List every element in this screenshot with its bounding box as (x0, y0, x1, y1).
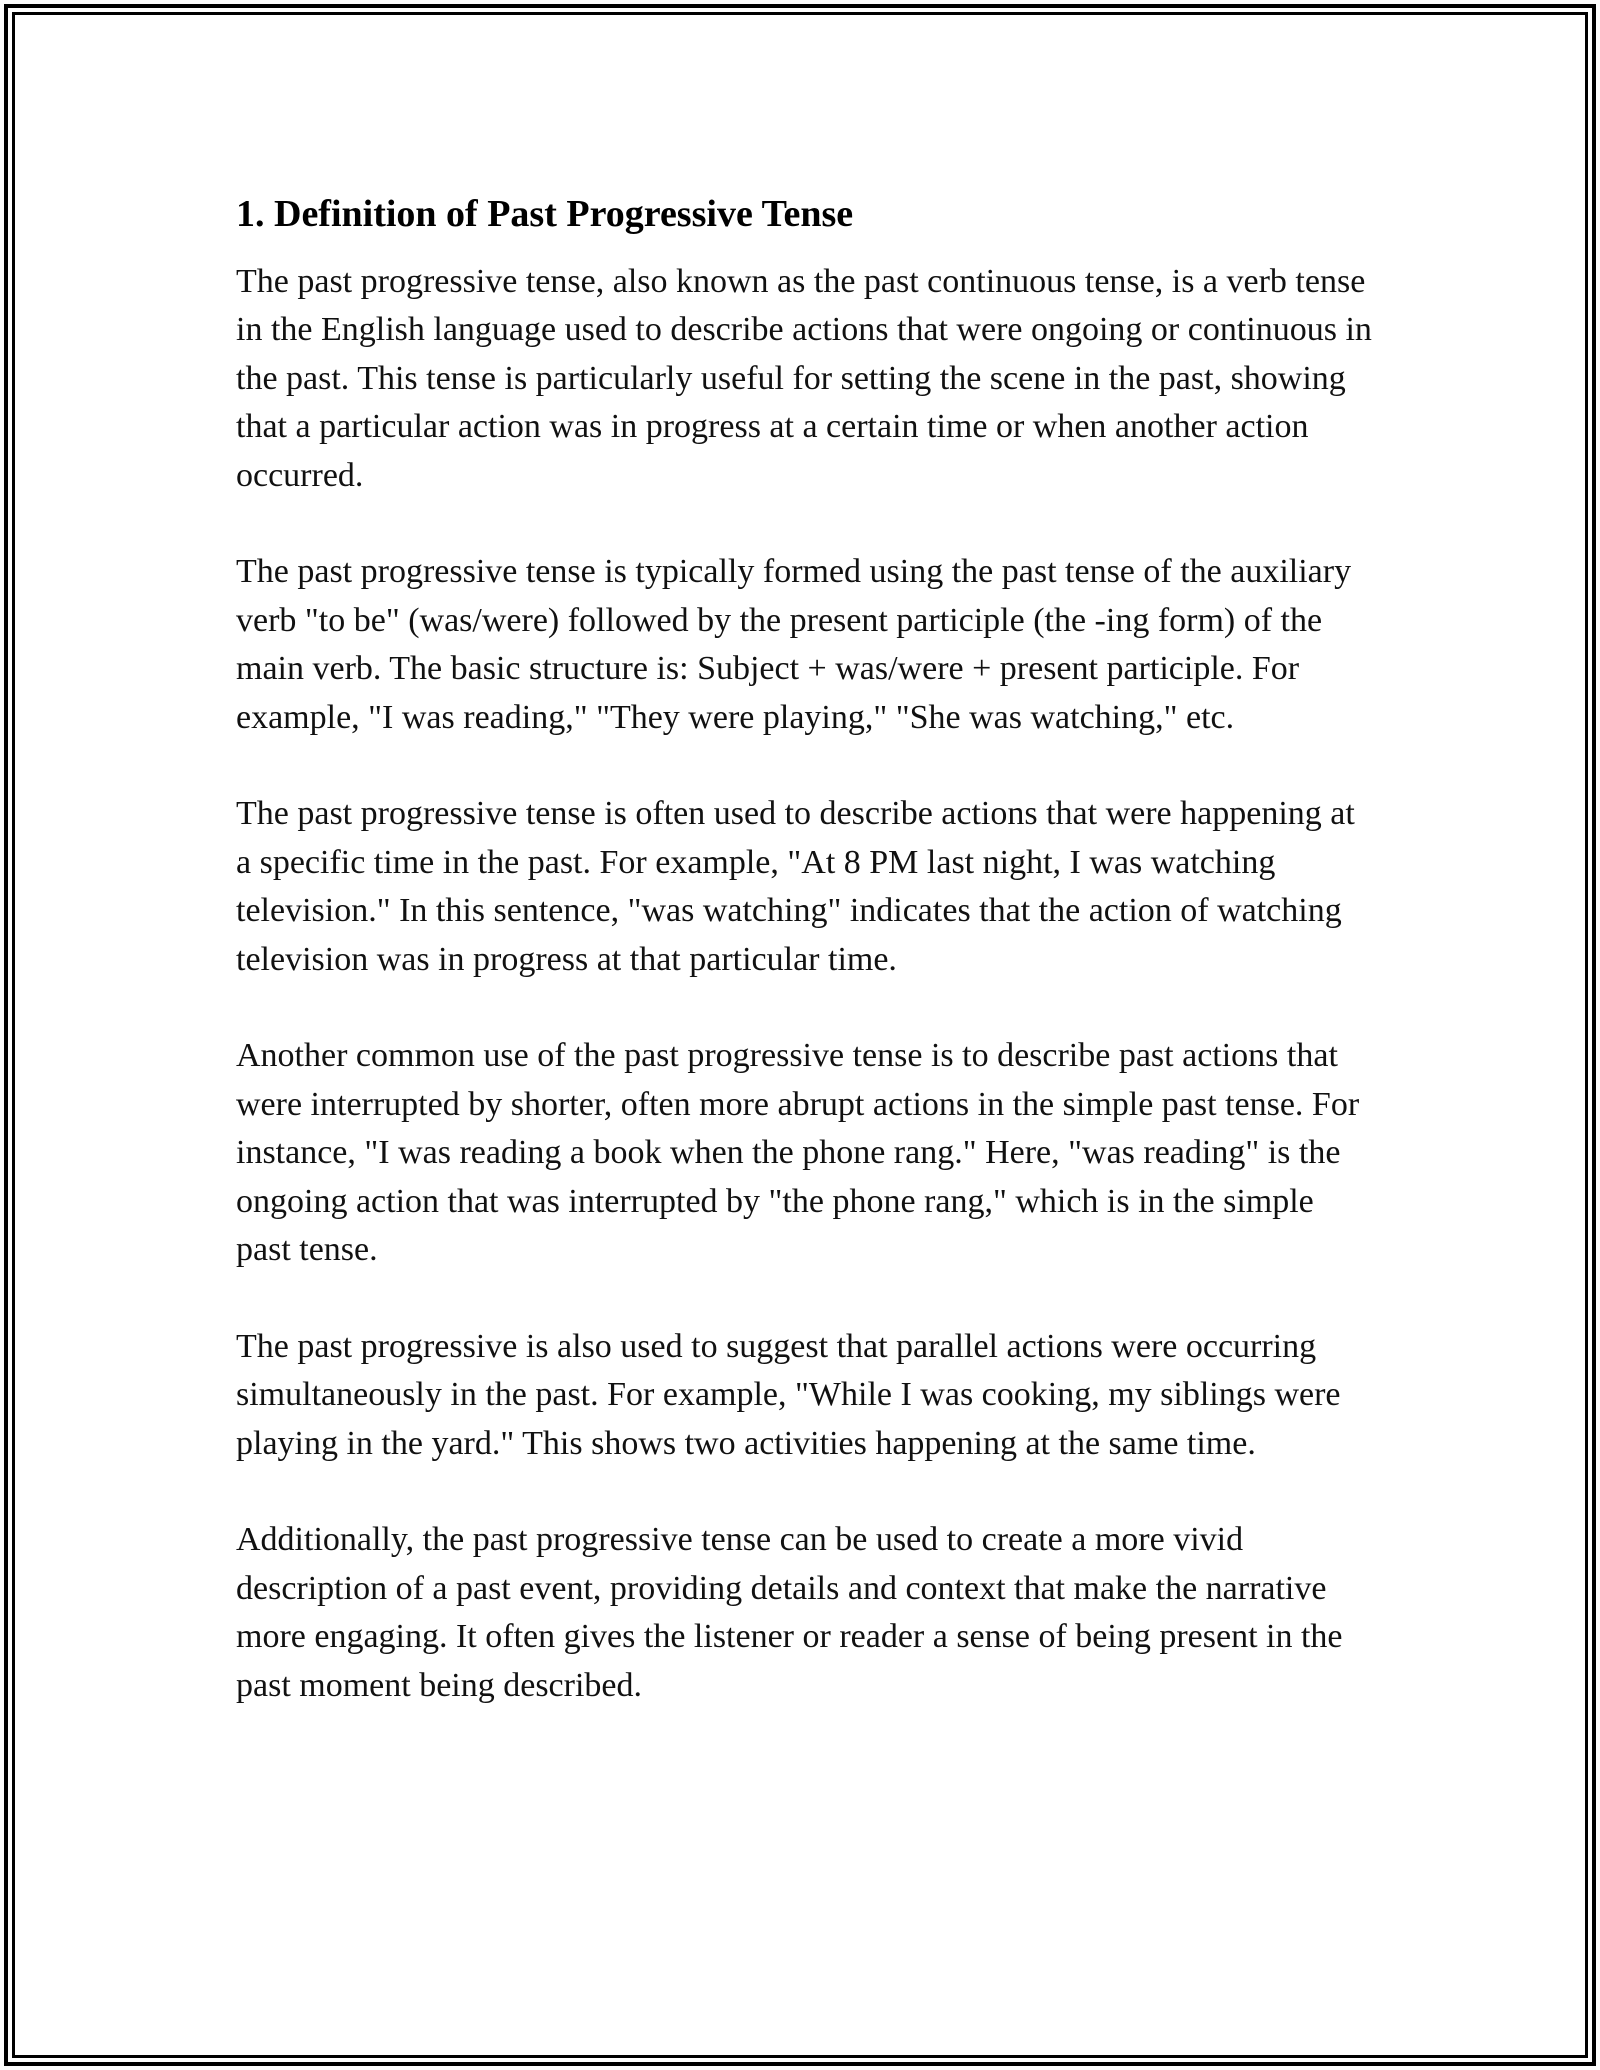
paragraph-specific-time: The past progressive tense is often used to describe actions that were happening at a specific time in the past. For example, "At 8 PM last night, I was watching television." In this sentence, "was watching" indicates that the action of watching television was in progress at that particular time. (236, 795, 1355, 978)
paragraph-definition: The past progressive tense, also known as the past continuous tense, is a verb tense in the English language used to describe actions that were ongoing or continuous in the past. This tense is particularly useful for setting the scene in the past, showing that a particular action was in progress at a certain time or when another action occurred. (236, 263, 1372, 494)
paragraph-interrupted-actions: Another common use of the past progressive tense is to describe past actions that were interrupted by shorter, often more abrupt actions in the simple past tense. For instance, "I was reading a book when the phone rang." Here, "was reading" is the ongoing action that was interrupted by "the phone rang," which is in the simple past tense. (236, 1037, 1360, 1269)
paragraph-parallel-actions: The past progressive is also used to suggest that parallel actions were occurring simultaneously in the past. For example, "While I was cooking, my siblings were playing in the yard." This shows two activities happening at the same time. (236, 1327, 1341, 1462)
document-body (236, 188, 1376, 1710)
section-heading: 1. Definition of Past Progressive Tense (236, 193, 854, 235)
paragraph-formation: The past progressive tense is typically formed using the past tense of the auxiliary verb "to be" (was/were) followed by the present participle (the -ing form) of the main verb. The basic structure is: Subject + was/were + present participle. For example, "I was reading," "They were playing," "She was watching," etc. (236, 553, 1352, 736)
paragraph-vivid-description: Additionally, the past progressive tense can be used to create a more vivid description of a past event, providing details and context that make the narrative more engaging. It often gives the listener or reader a sense of being present in the past moment being described. (236, 1521, 1343, 1704)
